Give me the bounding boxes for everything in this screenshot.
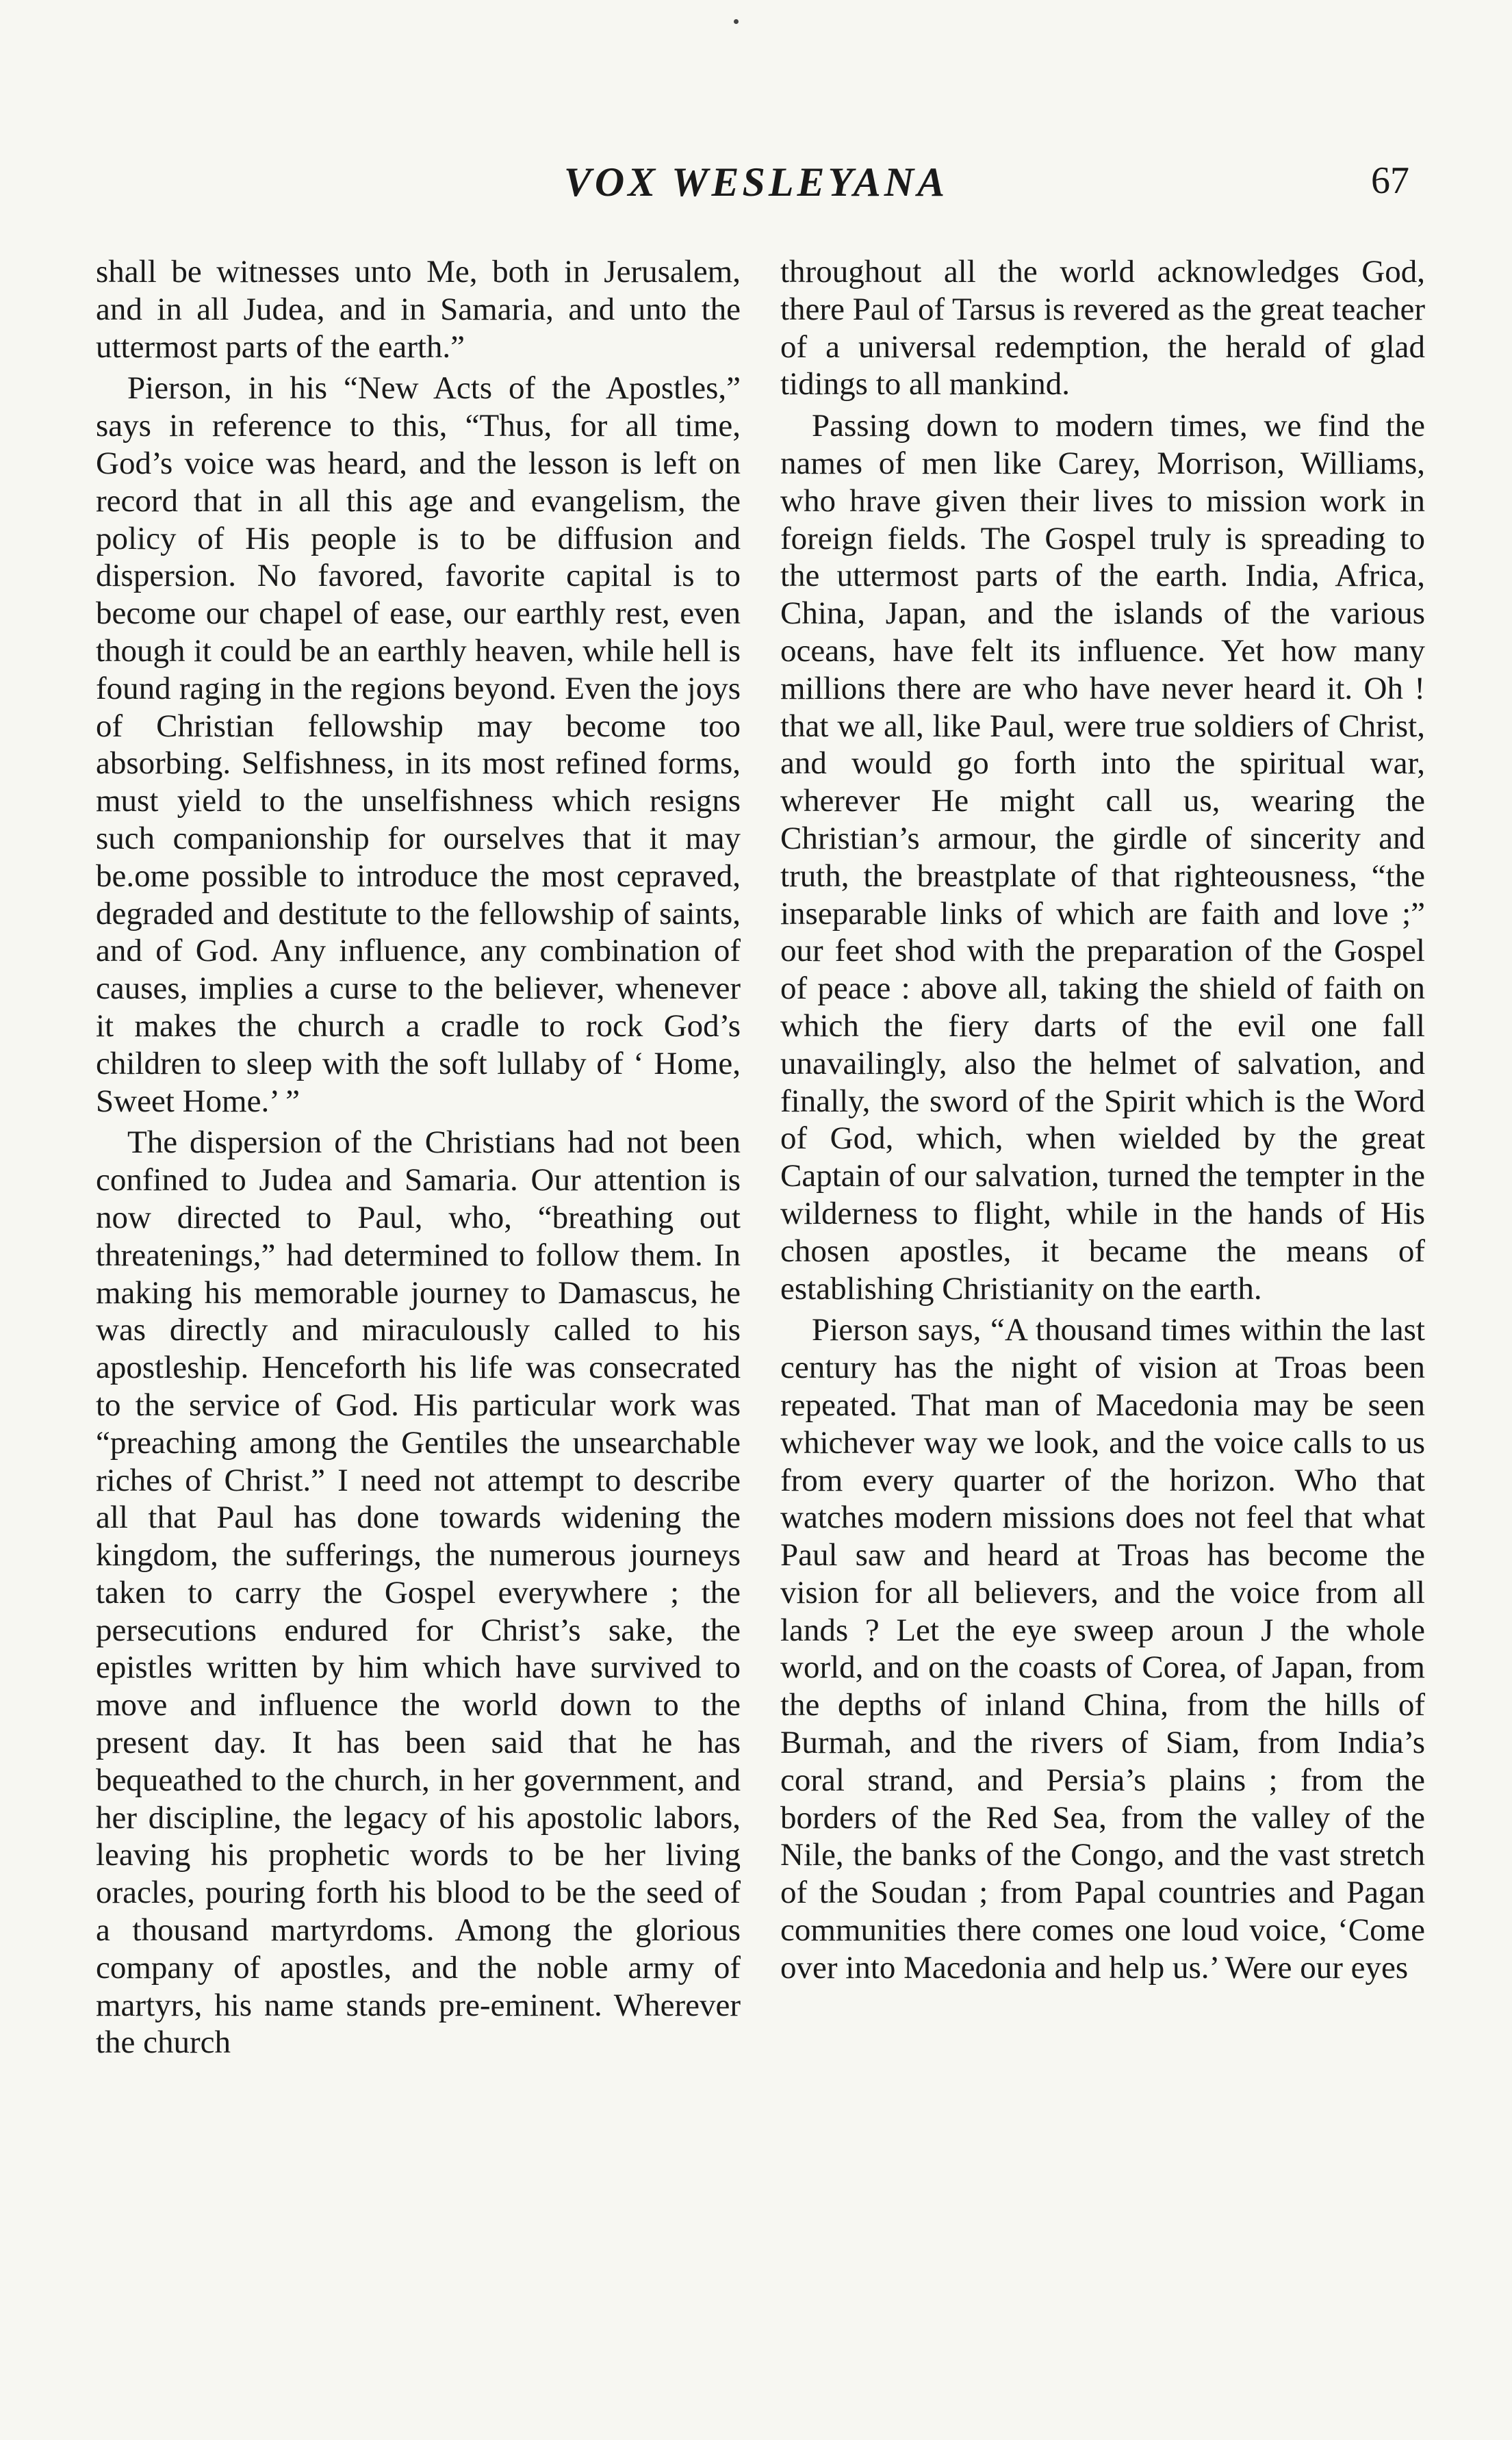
- right-column: [780, 253, 1425, 1987]
- page-header: [0, 159, 1512, 214]
- page-number: 67: [1371, 159, 1409, 202]
- paragraph: Pierson says, “A thousand times within the last century has the night of vision at Troas been repeated. That man of Macedonia may be seen whichever way we look, and the voice calls to us from every quarter of the horizon. Who that watches modern missions does not feel that what Paul saw and heard at Troas has become the vision for all believers, and the voice from all lands ? Let the eye sweep aroun J the whole world, and on the coasts of Corea, of Japan, from the depths of inland China, from the hills of Burmah, and the rivers of Siam, from India’s coral strand, and Persia’s plains ; from the borders of the Red Sea, from the valley of the Nile, the banks of the Congo, and the vast stretch of the Soudan ; from Papal countries and Pagan communities there comes one loud voice, ‘Come over into Macedonia and help us.’ Were our eyes: [780, 1312, 1425, 1986]
- paragraph: Passing down to modern times, we find the names of men like Carey, Morrison, Williams, who hrave given their lives to mission work in foreign fields. The Gospel truly is spreading to the uttermost parts of the earth. India, Africa, China, Japan, and the islands of the various oceans, have felt its influence. Yet how many millions there are who have never heard it. Oh ! that we all, like Paul, were true soldiers of Christ, and would go forth into the spiritual war, wherever He might call us, wearing the Christian’s armour, the girdle of sincerity and truth, the breastplate of that righteousness, “the inseparable links of which are faith and love ;” our feet shod with the preparation of the Gospel of peace : above all, taking the shield of faith on which the fiery darts of the evil one fall unavailingly, also the helmet of salvation, and finally, the sword of the Spirit which is the Word of God, which, when wielded by the great Captain of our salvation, turned the tempter in the wilderness to flight, while in the hands of His chosen apostles, it became the means of establishing Christianity on the earth.: [780, 408, 1425, 1307]
- left-column: [96, 253, 741, 2062]
- print-speck: [734, 19, 739, 24]
- paragraph: The dispersion of the Christians had not been confined to Judea and Samaria. Our attention is now directed to Paul, who, “breathing out threatenings,” had determined to follow them. In making his memorable journey to Damascus, he was directly and miraculously called to his apostleship. Henceforth his life was consecrated to the service of God. His particular work was “preaching among the Gentiles the unsearchable riches of Christ.” I need not attempt to describe all that Paul has done towards widening the kingdom, the sufferings, the numerous journeys taken to carry the Gospel everywhere ; the persecutions endured for Christ’s sake, the epistles written by him which have survived to move and influence the world down to the present day. It has been said that he has bequeathed to the church, in her government, and her discipline, the legacy of his apostolic labors, leaving his prophetic words to be her living oracles, pouring forth his blood to be the seed of a thousand martyrdoms. Among the glorious company of apostles, and the noble army of martyrs, his name stands pre-eminent. Wherever the church: [96, 1125, 741, 2061]
- paragraph: shall be witnesses unto Me, both in Jerusalem, and in all Judea, and in Samaria, and unto the uttermost parts of the earth.”: [96, 254, 741, 365]
- running-title: VOX WESLEYANA: [563, 159, 949, 205]
- paragraph: Pierson, in his “New Acts of the Apostles,” says in reference to this, “Thus, for all time, God’s voice was heard, and the lesson is left on record that in all this age and evangelism, the policy of His people is to be diffusion and dispersion. No favored, favorite capital is to become our chapel of ease, our earthly rest, even though it could be an earthly heaven, while hell is found raging in the regions beyond. Even the joys of Christian fellowship may become too absorbing. Selfishness, in its most refined forms, must yield to the unselfishness which resigns such companionship for ourselves that it may be.ome possible to introduce the most cepraved, degraded and destitute to the fellowship of saints, and of God. Any influence, any combination of causes, implies a curse to the believer, whenever it makes the church a cradle to rock God’s children to sleep with the soft lullaby of ‘ Home, Sweet Home.’ ”: [96, 370, 741, 1119]
- paragraph: throughout all the world acknowledges God, there Paul of Tarsus is revered as the great teacher of a universal redemption, the herald of glad tidings to all mankind.: [780, 254, 1425, 402]
